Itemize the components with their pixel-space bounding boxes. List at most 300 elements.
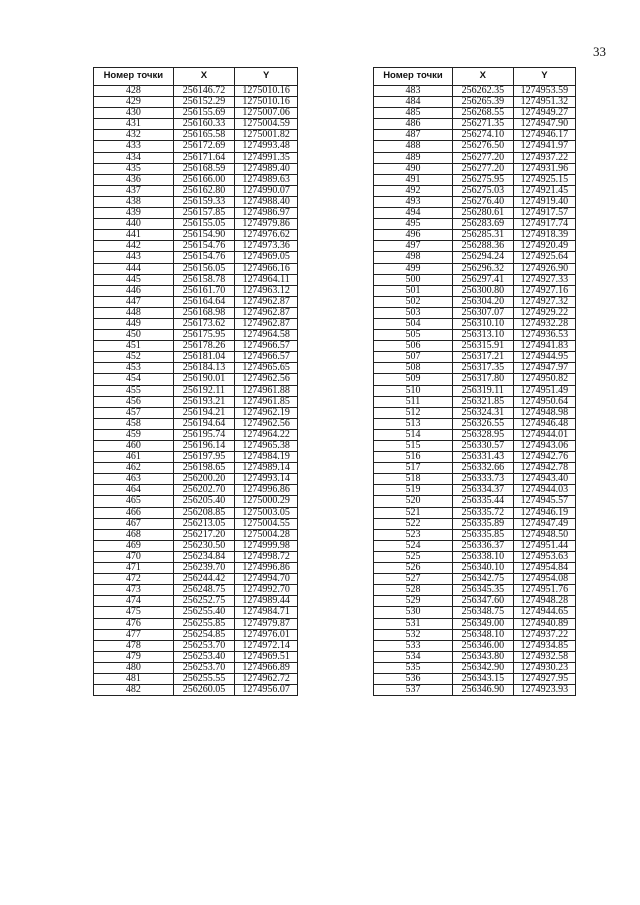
table-row: [374, 163, 576, 174]
cell-y: 1274994.70: [235, 574, 298, 585]
cell-point-number: 530: [374, 607, 453, 618]
table-row: [94, 296, 298, 307]
cell-y: 1274948.50: [513, 529, 575, 540]
cell-point-number: 504: [374, 318, 453, 329]
cell-x: 256239.70: [173, 563, 235, 574]
cell-point-number: 485: [374, 108, 453, 119]
cell-point-number: 513: [374, 418, 453, 429]
cell-x: 256255.40: [173, 607, 235, 618]
cell-y: 1274984.71: [235, 607, 298, 618]
cell-y: 1274951.32: [513, 97, 575, 108]
cell-x: 256234.84: [173, 551, 235, 562]
cell-y: 1274927.33: [513, 274, 575, 285]
cell-point-number: 469: [94, 540, 174, 551]
cell-x: 256275.03: [452, 185, 513, 196]
cell-y: 1274962.87: [235, 318, 298, 329]
table-row: [374, 307, 576, 318]
table-row: [94, 496, 298, 507]
cell-point-number: 443: [94, 252, 174, 263]
table-row: [94, 518, 298, 529]
table-row: [94, 185, 298, 196]
cell-x: 256152.29: [173, 97, 235, 108]
cell-y: 1274926.90: [513, 263, 575, 274]
cell-y: 1274962.19: [235, 407, 298, 418]
table-row: [94, 474, 298, 485]
cell-y: 1274951.44: [513, 540, 575, 551]
cell-point-number: 505: [374, 330, 453, 341]
cell-x: 256331.43: [452, 452, 513, 463]
cell-y: 1275004.28: [235, 529, 298, 540]
cell-y: 1274946.48: [513, 418, 575, 429]
cell-x: 256332.66: [452, 463, 513, 474]
table-header-row: [94, 68, 298, 86]
table-row: [374, 174, 576, 185]
cell-x: 256334.37: [452, 485, 513, 496]
table-row: [374, 330, 576, 341]
cell-y: 1274962.87: [235, 307, 298, 318]
cell-y: 1274945.57: [513, 496, 575, 507]
cell-y: 1274941.97: [513, 141, 575, 152]
cell-x: 256347.60: [452, 596, 513, 607]
cell-point-number: 482: [94, 685, 174, 696]
table-row: [374, 86, 576, 97]
cell-y: 1274962.87: [235, 296, 298, 307]
table-row: [374, 296, 576, 307]
cell-x: 256340.10: [452, 563, 513, 574]
cell-x: 256333.73: [452, 474, 513, 485]
cell-point-number: 493: [374, 196, 453, 207]
cell-y: 1274921.45: [513, 185, 575, 196]
table-row: [374, 618, 576, 629]
cell-point-number: 523: [374, 529, 453, 540]
cell-y: 1274932.28: [513, 318, 575, 329]
cell-x: 256161.70: [173, 285, 235, 296]
cell-point-number: 516: [374, 452, 453, 463]
cell-point-number: 502: [374, 296, 453, 307]
cell-x: 256285.31: [452, 230, 513, 241]
table-row: [94, 119, 298, 130]
table-row: [94, 108, 298, 119]
table-row: [94, 86, 298, 97]
cell-point-number: 475: [94, 607, 174, 618]
table-row: [374, 396, 576, 407]
cell-x: 256324.31: [452, 407, 513, 418]
cell-y: 1274927.16: [513, 285, 575, 296]
table-row: [374, 485, 576, 496]
cell-point-number: 503: [374, 307, 453, 318]
cell-x: 256262.35: [452, 86, 513, 97]
table-row: [94, 196, 298, 207]
cell-y: 1274976.01: [235, 629, 298, 640]
cell-y: 1274925.64: [513, 252, 575, 263]
cell-x: 256336.37: [452, 540, 513, 551]
cell-point-number: 498: [374, 252, 453, 263]
cell-x: 256335.72: [452, 507, 513, 518]
page-number: 33: [593, 44, 606, 59]
cell-point-number: 447: [94, 296, 174, 307]
cell-y: 1274917.74: [513, 219, 575, 230]
cell-y: 1274993.14: [235, 474, 298, 485]
cell-y: 1274932.58: [513, 651, 575, 662]
cell-x: 256252.75: [173, 596, 235, 607]
table-row: [374, 318, 576, 329]
cell-y: 1274927.95: [513, 673, 575, 684]
cell-point-number: 527: [374, 574, 453, 585]
cell-y: 1274996.86: [235, 563, 298, 574]
cell-y: 1274937.22: [513, 629, 575, 640]
cell-point-number: 463: [94, 474, 174, 485]
cell-y: 1274949.27: [513, 108, 575, 119]
cell-x: 256156.05: [173, 263, 235, 274]
table-row: [94, 174, 298, 185]
cell-y: 1274940.89: [513, 618, 575, 629]
cell-y: 1274986.97: [235, 208, 298, 219]
cell-point-number: 488: [374, 141, 453, 152]
header-point-number: Номер точки: [94, 68, 174, 86]
cell-x: 256173.62: [173, 318, 235, 329]
cell-x: 256343.15: [452, 673, 513, 684]
cell-x: 256192.11: [173, 385, 235, 396]
table-row: [374, 563, 576, 574]
table-row: [94, 97, 298, 108]
table-row: [374, 97, 576, 108]
cell-x: 256300.80: [452, 285, 513, 296]
cell-y: 1275003.05: [235, 507, 298, 518]
cell-x: 256164.64: [173, 296, 235, 307]
cell-x: 256330.57: [452, 441, 513, 452]
cell-point-number: 435: [94, 163, 174, 174]
cell-x: 256335.85: [452, 529, 513, 540]
table-row: [94, 551, 298, 562]
table-row: [374, 418, 576, 429]
cell-x: 256255.85: [173, 618, 235, 629]
cell-point-number: 460: [94, 441, 174, 452]
cell-point-number: 462: [94, 463, 174, 474]
cell-x: 256254.85: [173, 629, 235, 640]
table-row: [94, 463, 298, 474]
table-row: [94, 685, 298, 696]
cell-point-number: 446: [94, 285, 174, 296]
table-row: [94, 352, 298, 363]
cell-point-number: 440: [94, 219, 174, 230]
cell-x: 256349.00: [452, 618, 513, 629]
cell-point-number: 496: [374, 230, 453, 241]
table-row: [94, 640, 298, 651]
cell-point-number: 436: [94, 174, 174, 185]
cell-y: 1275004.55: [235, 518, 298, 529]
cell-point-number: 458: [94, 418, 174, 429]
cell-point-number: 492: [374, 185, 453, 196]
table-row: [94, 230, 298, 241]
cell-y: 1274947.90: [513, 119, 575, 130]
cell-point-number: 480: [94, 662, 174, 673]
cell-x: 256202.70: [173, 485, 235, 496]
table-row: [94, 429, 298, 440]
table-row: [374, 252, 576, 263]
table-row: [374, 185, 576, 196]
table-row: [94, 529, 298, 540]
cell-point-number: 429: [94, 97, 174, 108]
table-row: [94, 607, 298, 618]
cell-point-number: 508: [374, 363, 453, 374]
table-row: [374, 274, 576, 285]
table-row: [374, 385, 576, 396]
cell-point-number: 506: [374, 341, 453, 352]
cell-x: 256313.10: [452, 330, 513, 341]
cell-point-number: 461: [94, 452, 174, 463]
cell-y: 1274991.35: [235, 152, 298, 163]
cell-x: 256168.98: [173, 307, 235, 318]
cell-y: 1274965.65: [235, 363, 298, 374]
cell-y: 1274923.93: [513, 685, 575, 696]
table-row: [94, 651, 298, 662]
header-y: Y: [513, 68, 575, 86]
table-row: [94, 485, 298, 496]
cell-x: 256230.50: [173, 540, 235, 551]
cell-x: 256178.26: [173, 341, 235, 352]
table-row: [374, 585, 576, 596]
cell-x: 256342.75: [452, 574, 513, 585]
cell-y: 1274934.85: [513, 640, 575, 651]
cell-x: 256275.95: [452, 174, 513, 185]
cell-y: 1274948.98: [513, 407, 575, 418]
cell-y: 1274966.16: [235, 263, 298, 274]
cell-point-number: 465: [94, 496, 174, 507]
cell-point-number: 535: [374, 662, 453, 673]
table-row: [94, 241, 298, 252]
cell-point-number: 451: [94, 341, 174, 352]
cell-point-number: 521: [374, 507, 453, 518]
cell-x: 256162.80: [173, 185, 235, 196]
cell-y: 1274989.40: [235, 163, 298, 174]
cell-x: 256274.10: [452, 130, 513, 141]
cell-point-number: 464: [94, 485, 174, 496]
cell-y: 1274954.84: [513, 563, 575, 574]
table-row: [374, 518, 576, 529]
cell-x: 256319.11: [452, 385, 513, 396]
cell-point-number: 484: [374, 97, 453, 108]
cell-point-number: 497: [374, 241, 453, 252]
cell-point-number: 481: [94, 673, 174, 684]
cell-x: 256283.69: [452, 219, 513, 230]
cell-x: 256296.32: [452, 263, 513, 274]
cell-y: 1274964.11: [235, 274, 298, 285]
cell-x: 256155.69: [173, 108, 235, 119]
cell-point-number: 431: [94, 119, 174, 130]
cell-point-number: 494: [374, 208, 453, 219]
table-row: [374, 574, 576, 585]
table-row: [94, 318, 298, 329]
cell-y: 1274979.87: [235, 618, 298, 629]
cell-point-number: 512: [374, 407, 453, 418]
header-x: X: [452, 68, 513, 86]
cell-x: 256310.10: [452, 318, 513, 329]
table-row: [94, 219, 298, 230]
cell-point-number: 537: [374, 685, 453, 696]
cell-y: 1274951.76: [513, 585, 575, 596]
table-row: [94, 662, 298, 673]
cell-x: 256317.21: [452, 352, 513, 363]
cell-point-number: 444: [94, 263, 174, 274]
cell-y: 1275000.29: [235, 496, 298, 507]
table-row: [94, 252, 298, 263]
cell-x: 256345.35: [452, 585, 513, 596]
cell-y: 1274954.08: [513, 574, 575, 585]
cell-x: 256253.70: [173, 662, 235, 673]
table-row: [94, 385, 298, 396]
cell-x: 256213.05: [173, 518, 235, 529]
cell-x: 256157.85: [173, 208, 235, 219]
cell-y: 1274947.49: [513, 518, 575, 529]
cell-point-number: 487: [374, 130, 453, 141]
cell-point-number: 522: [374, 518, 453, 529]
table-row: [374, 651, 576, 662]
cell-point-number: 524: [374, 540, 453, 551]
table-row: [374, 540, 576, 551]
table-row: [374, 407, 576, 418]
cell-point-number: 529: [374, 596, 453, 607]
cell-x: 256193.21: [173, 396, 235, 407]
cell-y: 1274989.44: [235, 596, 298, 607]
cell-point-number: 439: [94, 208, 174, 219]
cell-y: 1274943.40: [513, 474, 575, 485]
table-row: [374, 441, 576, 452]
table-row: [94, 285, 298, 296]
table-row: [374, 507, 576, 518]
cell-point-number: 534: [374, 651, 453, 662]
cell-y: 1274931.96: [513, 163, 575, 174]
cell-y: 1274989.14: [235, 463, 298, 474]
cell-x: 256253.40: [173, 651, 235, 662]
cell-point-number: 519: [374, 485, 453, 496]
cell-y: 1274993.48: [235, 141, 298, 152]
cell-y: 1274948.28: [513, 596, 575, 607]
cell-y: 1274966.57: [235, 341, 298, 352]
cell-y: 1274992.70: [235, 585, 298, 596]
cell-y: 1274998.72: [235, 551, 298, 562]
table-row: [374, 208, 576, 219]
table-row: [94, 363, 298, 374]
cell-y: 1274936.53: [513, 330, 575, 341]
cell-x: 256348.10: [452, 629, 513, 640]
cell-point-number: 432: [94, 130, 174, 141]
cell-point-number: 500: [374, 274, 453, 285]
coordinates-table-left: [93, 67, 298, 696]
cell-y: 1274944.65: [513, 607, 575, 618]
cell-y: 1274944.95: [513, 352, 575, 363]
cell-y: 1274942.78: [513, 463, 575, 474]
header-x: X: [173, 68, 235, 86]
cell-point-number: 467: [94, 518, 174, 529]
cell-y: 1274956.07: [235, 685, 298, 696]
table-row: [94, 540, 298, 551]
cell-y: 1274946.17: [513, 130, 575, 141]
table-row: [94, 152, 298, 163]
cell-y: 1274919.40: [513, 196, 575, 207]
cell-point-number: 428: [94, 86, 174, 97]
cell-y: 1274988.40: [235, 196, 298, 207]
cell-point-number: 459: [94, 429, 174, 440]
cell-y: 1274929.22: [513, 307, 575, 318]
cell-x: 256348.75: [452, 607, 513, 618]
cell-y: 1274989.63: [235, 174, 298, 185]
cell-point-number: 511: [374, 396, 453, 407]
cell-point-number: 507: [374, 352, 453, 363]
cell-y: 1274930.23: [513, 662, 575, 673]
table-row: [374, 241, 576, 252]
cell-y: 1275010.16: [235, 97, 298, 108]
cell-y: 1274963.12: [235, 285, 298, 296]
cell-point-number: 438: [94, 196, 174, 207]
cell-y: 1274920.49: [513, 241, 575, 252]
cell-point-number: 533: [374, 640, 453, 651]
cell-x: 256217.20: [173, 529, 235, 540]
cell-point-number: 515: [374, 441, 453, 452]
table-row: [374, 629, 576, 640]
cell-y: 1274966.89: [235, 662, 298, 673]
cell-x: 256244.42: [173, 574, 235, 585]
cell-y: 1275007.06: [235, 108, 298, 119]
cell-x: 256280.61: [452, 208, 513, 219]
cell-point-number: 517: [374, 463, 453, 474]
cell-point-number: 531: [374, 618, 453, 629]
cell-x: 256297.41: [452, 274, 513, 285]
cell-x: 256335.89: [452, 518, 513, 529]
cell-x: 256317.80: [452, 374, 513, 385]
cell-point-number: 468: [94, 529, 174, 540]
cell-x: 256158.78: [173, 274, 235, 285]
cell-point-number: 495: [374, 219, 453, 230]
table-row: [94, 208, 298, 219]
cell-x: 256276.50: [452, 141, 513, 152]
cell-point-number: 520: [374, 496, 453, 507]
table-row: [374, 130, 576, 141]
cell-y: 1274941.83: [513, 341, 575, 352]
cell-x: 256196.14: [173, 441, 235, 452]
cell-point-number: 450: [94, 330, 174, 341]
cell-x: 256346.00: [452, 640, 513, 651]
cell-point-number: 477: [94, 629, 174, 640]
cell-x: 256195.74: [173, 429, 235, 440]
cell-point-number: 473: [94, 585, 174, 596]
cell-point-number: 509: [374, 374, 453, 385]
cell-y: 1274973.36: [235, 241, 298, 252]
cell-y: 1274972.14: [235, 640, 298, 651]
cell-x: 256321.85: [452, 396, 513, 407]
table-row: [374, 607, 576, 618]
table-row: [374, 463, 576, 474]
cell-x: 256315.91: [452, 341, 513, 352]
table-row: [94, 673, 298, 684]
cell-x: 256248.75: [173, 585, 235, 596]
table-header-row: [374, 68, 576, 86]
cell-y: 1274990.07: [235, 185, 298, 196]
cell-point-number: 472: [94, 574, 174, 585]
cell-point-number: 453: [94, 363, 174, 374]
cell-x: 256253.70: [173, 640, 235, 651]
cell-x: 256294.24: [452, 252, 513, 263]
cell-y: 1275001.82: [235, 130, 298, 141]
cell-x: 256166.00: [173, 174, 235, 185]
table-row: [374, 673, 576, 684]
cell-point-number: 434: [94, 152, 174, 163]
cell-x: 256317.35: [452, 363, 513, 374]
cell-point-number: 514: [374, 429, 453, 440]
cell-y: 1274925.15: [513, 174, 575, 185]
cell-x: 256181.04: [173, 352, 235, 363]
table-row: [94, 418, 298, 429]
cell-x: 256194.21: [173, 407, 235, 418]
